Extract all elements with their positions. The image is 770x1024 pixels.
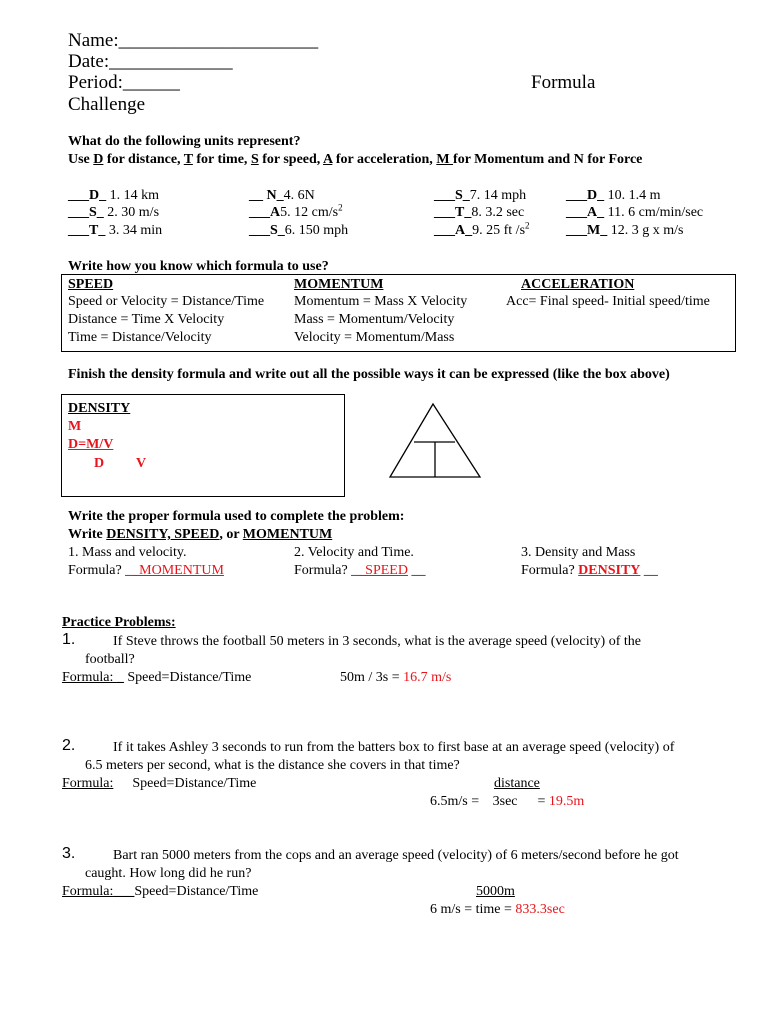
problem-solution: 6.5m/s = 3sec = 19.5m [430, 794, 585, 809]
unit-item: ___A_ 11. 6 cm/min/sec [566, 205, 704, 220]
units-question: What do the following units represent? [68, 134, 301, 149]
proper-item-label: 1. Mass and velocity. [68, 545, 187, 560]
problem-text: 6.5 meters per second, what is the distance she covers in that time? [85, 758, 460, 773]
problem-text: If it takes Ashley 3 seconds to run from the batters box to first base at an average speed (velocity) of [113, 740, 675, 755]
unit-item: __ N_4. 6N [249, 188, 315, 203]
unit-item: ___T_ 3. 34 min [68, 223, 163, 238]
density-m: M [68, 419, 82, 434]
proper-item-answer: Formula? __MOMENTUM [68, 563, 224, 578]
unit-item: ___T_8. 3.2 sec [434, 205, 525, 220]
density-d: D [94, 456, 105, 471]
unit-item: ___D_ 10. 1.4 m [566, 188, 661, 203]
unit-item: ___A5. 12 $cm/s^2$ [249, 202, 343, 220]
unit-item: ___D_ 1. 14 km [68, 188, 160, 203]
acceleration-title: ACCELERATION [521, 277, 635, 292]
problem-text: caught. How long did he run? [85, 866, 252, 881]
speed-line: Distance = Time X Velocity [68, 312, 225, 327]
unit-item: ___A_9. 25 ft $/s^2$ [434, 220, 530, 238]
momentum-line: Momentum = Mass X Velocity [294, 294, 468, 309]
speed-line: Time = Distance/Velocity [68, 330, 212, 345]
momentum-line: Mass = Momentum/Velocity [294, 312, 455, 327]
problem-number: 1. [62, 631, 76, 648]
unit-item: ___S_7. 14 mph [434, 188, 527, 203]
unit-item: ___M_ 12. 3 g x m/s [566, 223, 684, 238]
proper-item-answer: Formula? __SPEED __ [294, 563, 426, 578]
problem-formula: Formula:___Speed=Distance/Time [62, 884, 259, 899]
problem-formula: Formula: _ Speed=Distance/Time [62, 670, 252, 685]
title-formula: Formula [531, 72, 596, 93]
problem-text: football? [85, 652, 135, 667]
momentum-line: Velocity = Momentum/Mass [294, 330, 455, 345]
speed-title: SPEED [68, 277, 114, 292]
problem-solution: 50m / 3s = 16.7 m/s [340, 670, 452, 685]
unit-item: ___S_ 2. 30 m/s [68, 205, 160, 220]
density-formula: D=M/V [68, 437, 114, 452]
problem-number: 3. [62, 845, 76, 862]
density-triangle-icon [385, 400, 487, 482]
proper-item-label: 2. Velocity and Time. [294, 545, 414, 560]
name-field: Name:_____________________ [68, 30, 319, 51]
unit-item: ___S_6. 150 mph [249, 223, 349, 238]
problem-text: If Steve throws the football 50 meters in 3 seconds, what is the average speed (velocity) of the [113, 634, 641, 649]
density-title: DENSITY [68, 401, 131, 416]
problem-numerator: 5000m [476, 884, 515, 899]
problem-numerator: distance [494, 776, 540, 791]
proper-question: Write the proper formula used to complete the problem: [68, 509, 405, 524]
proper-item-label: 3. Density and Mass [521, 545, 636, 560]
proper-item-answer: Formula? DENSITY __ [521, 563, 658, 578]
problem-number: 2. [62, 737, 76, 754]
acceleration-line: Acc= Final speed- Initial speed/time [506, 294, 710, 309]
units-instructions: Use D for distance, T for time, S for speed, A for acceleration, M for Momentum and N for Force [68, 152, 643, 167]
density-question: Finish the density formula and write out all the possible ways it can be expressed (like the box above) [68, 367, 670, 382]
momentum-title: MOMENTUM [294, 277, 384, 292]
problem-solution: 6 m/s = time = 833.3sec [430, 902, 565, 917]
problem-formula: Formula: Speed=Distance/Time [62, 776, 257, 791]
title-challenge: Challenge [68, 94, 146, 115]
date-field: Date:_____________ [68, 51, 233, 72]
speed-line: Speed or Velocity = Distance/Time [68, 294, 265, 309]
period-field: Period:______ [68, 72, 180, 93]
formula-question: Write how you know which formula to use? [68, 259, 329, 274]
problem-text: Bart ran 5000 meters from the cops and an average speed (velocity) of 6 meters/second before he got [113, 848, 679, 863]
density-v: V [136, 456, 147, 471]
practice-title: Practice Problems: [62, 615, 176, 630]
proper-instructions: Write DENSITY, SPEED, or MOMENTUM [68, 527, 333, 542]
